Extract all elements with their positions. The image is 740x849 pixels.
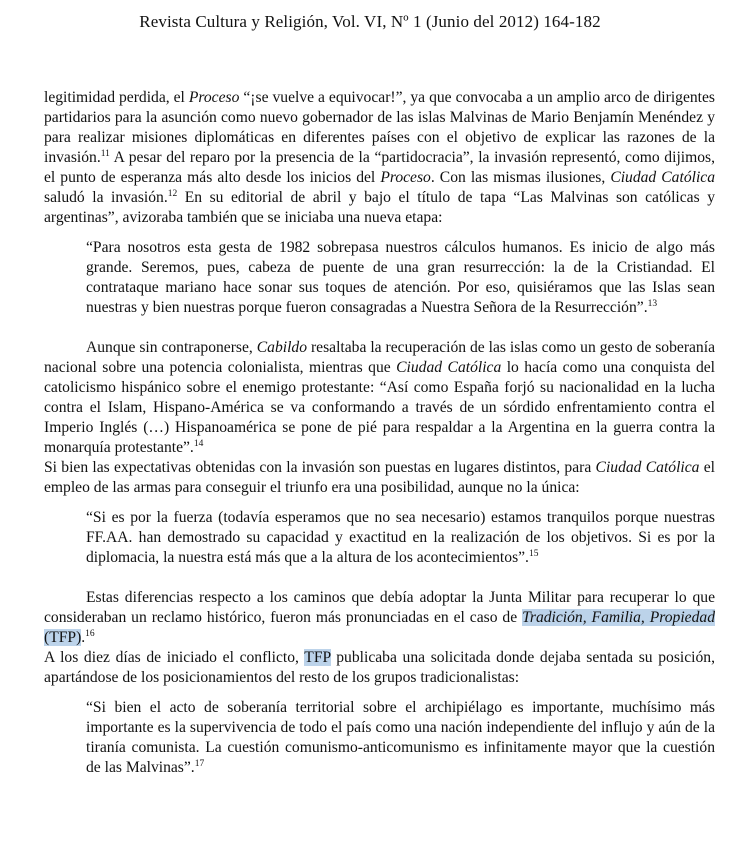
- paragraph-4: Estas diferencias respecto a los caminos que debía adoptar la Junta Militar para recuperar lo que consideraban un reclamo histórico, fueron más pronunciadas en el caso de Tradición, Familia, Propiedad (TFP).$^{16}$: [44, 589, 715, 646]
- paragraph-1: legitimidad perdida, el Proceso “¡se vuelve a equivocar!”, ya que convocaba a un amplio arco de dirigentes partidarios para la asunción como nuevo gobernador de las islas Malvinas de Mario Benjamín Menéndez y para realizar misiones diplomáticas en diferentes países con el objetivo de explicar las razones de la invasión.$^{11}$ A pesar del reparo por la presencia de la “partidocracia”, la invasión representó, como dijimos, el punto de esperanza más alto desde los inicios del Proceso. Con las mismas ilusiones, Ciudad Católica saludó la invasión.$^{12}$ En su editorial de abril y bajo el título de tapa “Las Malvinas son católicas y argentinas”, avizoraba también que se iniciaba una nueva etapa:: [44, 89, 715, 226]
- footnote-ref-14[interactable]: 14: [193, 439, 204, 449]
- highlighted-text-tfp-name[interactable]: Tradición, Familia, Propiedad: [522, 609, 715, 626]
- paragraph-5: A los diez días de iniciado el conflicto, TFP publicaba una solicitada donde dejaba sentada su posición, apartándose de los posicionamientos del resto de los grupos tradicionalistas:: [44, 649, 715, 686]
- article-body: [44, 88, 715, 778]
- paragraph-3: Si bien las expectativas obtenidas con la invasión son puestas en lugares distintos, para Ciudad Católica el empleo de las armas para conseguir el triunfo era una posibilidad, aunque no la única:: [44, 459, 716, 496]
- highlighted-text-tfp-acronym[interactable]: (TFP): [44, 629, 82, 646]
- block-quote-2: “Si es por la fuerza (todavía esperamos que no sea necesario) estamos tranquilos porque nuestras FF.AA. han demostrado su capacidad y exactitud en la realización de los objetivos. Si es por la diplomacia, la nuestra está más que a la altura de los acontecimientos”.$^{15}$: [86, 509, 715, 566]
- footnote-ref-11[interactable]: 11: [100, 149, 110, 159]
- footnote-ref-16[interactable]: 16: [85, 629, 95, 639]
- footnote-ref-13[interactable]: 13: [647, 299, 658, 309]
- footnote-ref-15[interactable]: 15: [528, 549, 539, 559]
- block-quote-3: “Si bien el acto de soberanía territorial sobre el archipiélago es importante, muchísimo más importante es la supervivencia de todo el país como una nación independiente del influjo y aún de la tiranía comunista. La cuestión comunismo-anticomunismo es infinitamente mayor que la cuestión de las Malvinas”.$^{17}$: [86, 699, 715, 776]
- footnote-ref-12[interactable]: 12: [167, 189, 178, 199]
- highlighted-text-tfp[interactable]: TFP: [304, 649, 331, 666]
- journal-header: Revista Cultura y Religión, Vol. VI, Nº 1 (Junio del 2012) 164-182: [139, 12, 601, 31]
- block-quote-1: “Para nosotros esta gesta de 1982 sobrepasa nuestros cálculos humanos. Es inicio de algo más grande. Seremos, pues, cabeza de puente de una gran resurrección: la de la Cristiandad. El contrataque mariano hace sonar sus toques de atención. Por eso, quisiéramos que las Islas sean nuestras y bien nuestras porque fueron consagradas a Nuestra Señora de la Resurrección”.$^{13}$: [86, 239, 715, 316]
- paragraph-2: Aunque sin contraponerse, Cabildo resaltaba la recuperación de las islas como un gesto de soberanía nacional sobre una potencia colonialista, mientras que Ciudad Católica lo hacía como una conquista del catolicismo hispánico sobre el enemigo protestante: “Así como España forjó su nacionalidad en la lucha contra el Islam, Hispano-América se va conformando a través de un sórdido enfrentamiento contra el Imperio Inglés (…) Hispanoamérica se pone de pié para respaldar a la Argentina en la guerra contra la monarquía protestante”.$^{14}$: [44, 339, 716, 456]
- footnote-ref-17[interactable]: 17: [194, 759, 205, 769]
